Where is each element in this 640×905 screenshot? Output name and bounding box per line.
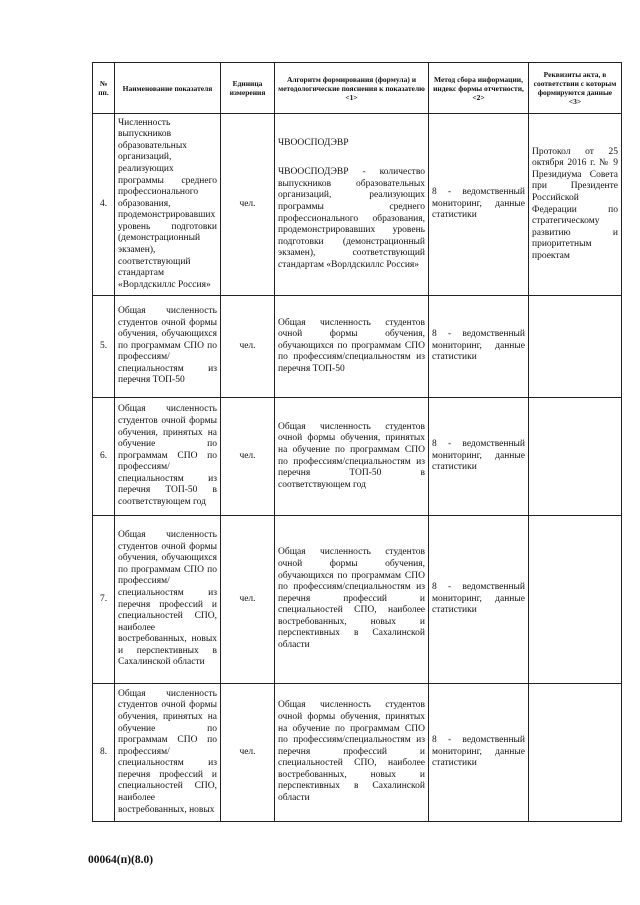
act-requisites	[529, 516, 622, 684]
row-number: 6.	[93, 398, 115, 516]
table-row	[93, 516, 622, 684]
algorithm-code: ЧВООСПОДЭВР	[278, 137, 349, 148]
algorithm-text: Общая численность студентов очной формы обучения, обучающихся по программам СПО по профессиям/специальностям из перечня профессий и специальностей СПО, наиболее востребованных, новых и перспективных в Сахалинской области	[275, 516, 429, 684]
algorithm-text: Общая численность студентов очной формы обучения, принятых на обучение по программам СПО по профессиям/специальностям из перечня ТОП-50 в соответствующем год	[275, 398, 429, 516]
collection-method: 8 - ведомственный мониторинг, данные статистики	[429, 296, 529, 398]
act-requisites	[529, 398, 622, 516]
unit-of-measure: чел.	[221, 114, 275, 296]
unit-of-measure: чел.	[221, 398, 275, 516]
row-number: 8.	[93, 684, 115, 822]
header-name: Наименование показателя	[115, 63, 221, 114]
unit-of-measure: чел.	[221, 516, 275, 684]
algorithm-text: Общая численность студентов очной формы обучения, принятых на обучение по программам СПО по профессиям/специальностям из перечня профессий и специальностей СПО, наиболее востребованных, новых и перспективных в Сахалинской области	[275, 684, 429, 822]
table-header-row	[93, 63, 622, 114]
algorithm-cell	[275, 114, 429, 296]
indicator-name: Общая численность студентов очной формы обучения, принятых на обучение по программам СПО по профессиям/специальностям из перечня ТОП-50 в соответствующем год	[115, 398, 221, 516]
row-number: 7.	[93, 516, 115, 684]
indicator-name: Численность выпускников образовательных организаций, реализующих программы среднего профессионального образования, продемонстрировавших уровень подготовки (демонстрационный экзамен), соответствующий стандартам «Ворлдскиллс Россия»	[115, 114, 221, 296]
act-requisites: Протокол от 25 октября 2016 г. № 9 Президиума Совета при Президенте Российской Федерации по стратегическому развитию и приоритетным проектам	[529, 114, 622, 296]
collection-method: 8 - ведомственный мониторинг, данные статистики	[429, 516, 529, 684]
table-row	[93, 684, 622, 822]
row-number: 5.	[93, 296, 115, 398]
table-row	[93, 114, 622, 296]
header-rekvizity: Реквизиты акта, в соответствии с которым формируются данные <3>	[529, 63, 622, 114]
act-requisites	[529, 296, 622, 398]
indicator-name: Общая численность студентов очной формы обучения, обучающихся по программам СПО по профессиям/специальностям из перечня профессий и специальностей СПО, наиболее востребованных, новых и перспективных в Сахалинской области	[115, 516, 221, 684]
act-requisites	[529, 684, 622, 822]
header-algorithm: Алгоритм формирования (формула) и методологические пояснения к показателю <1>	[275, 63, 429, 114]
header-method: Метод сбора информации, индекс формы отчетности, <2>	[429, 63, 529, 114]
unit-of-measure: чел.	[221, 296, 275, 398]
header-unit: Единица измерения	[221, 63, 275, 114]
table-row	[93, 398, 622, 516]
collection-method: 8 - ведомственный мониторинг, данные статистики	[429, 398, 529, 516]
document-code: 00064(п)(8.0)	[88, 854, 154, 866]
row-number: 4.	[93, 114, 115, 296]
collection-method: 8 - ведомственный мониторинг, данные статистики	[429, 114, 529, 296]
indicator-name: Общая численность студентов очной формы обучения, обучающихся по программам СПО по профессиям/специальностям из перечня ТОП-50	[115, 296, 221, 398]
unit-of-measure: чел.	[221, 684, 275, 822]
algorithm-text: Общая численность студентов очной формы обучения, обучающихся по программам СПО по профессиям/специальностям из перечня ТОП-50	[275, 296, 429, 398]
algorithm-text: ЧВООСПОДЭВР - количество выпускников образовательных организаций, реализующих программы среднего профессионального образования, продемонстрировавших уровень подготовки (демонстрационный экзамен), соответствующий стандартам «Ворлдскиллс Россия»	[278, 167, 425, 270]
table-row	[93, 296, 622, 398]
indicator-name: Общая численность студентов очной формы обучения, принятых на обучение по программам СПО по профессиям/специальностям из перечня профессий и специальностей СПО, наиболее востребованных, новых	[115, 684, 221, 822]
collection-method: 8 - ведомственный мониторинг, данные статистики	[429, 684, 529, 822]
indicators-table	[92, 62, 622, 822]
header-num: № пп.	[93, 63, 115, 114]
